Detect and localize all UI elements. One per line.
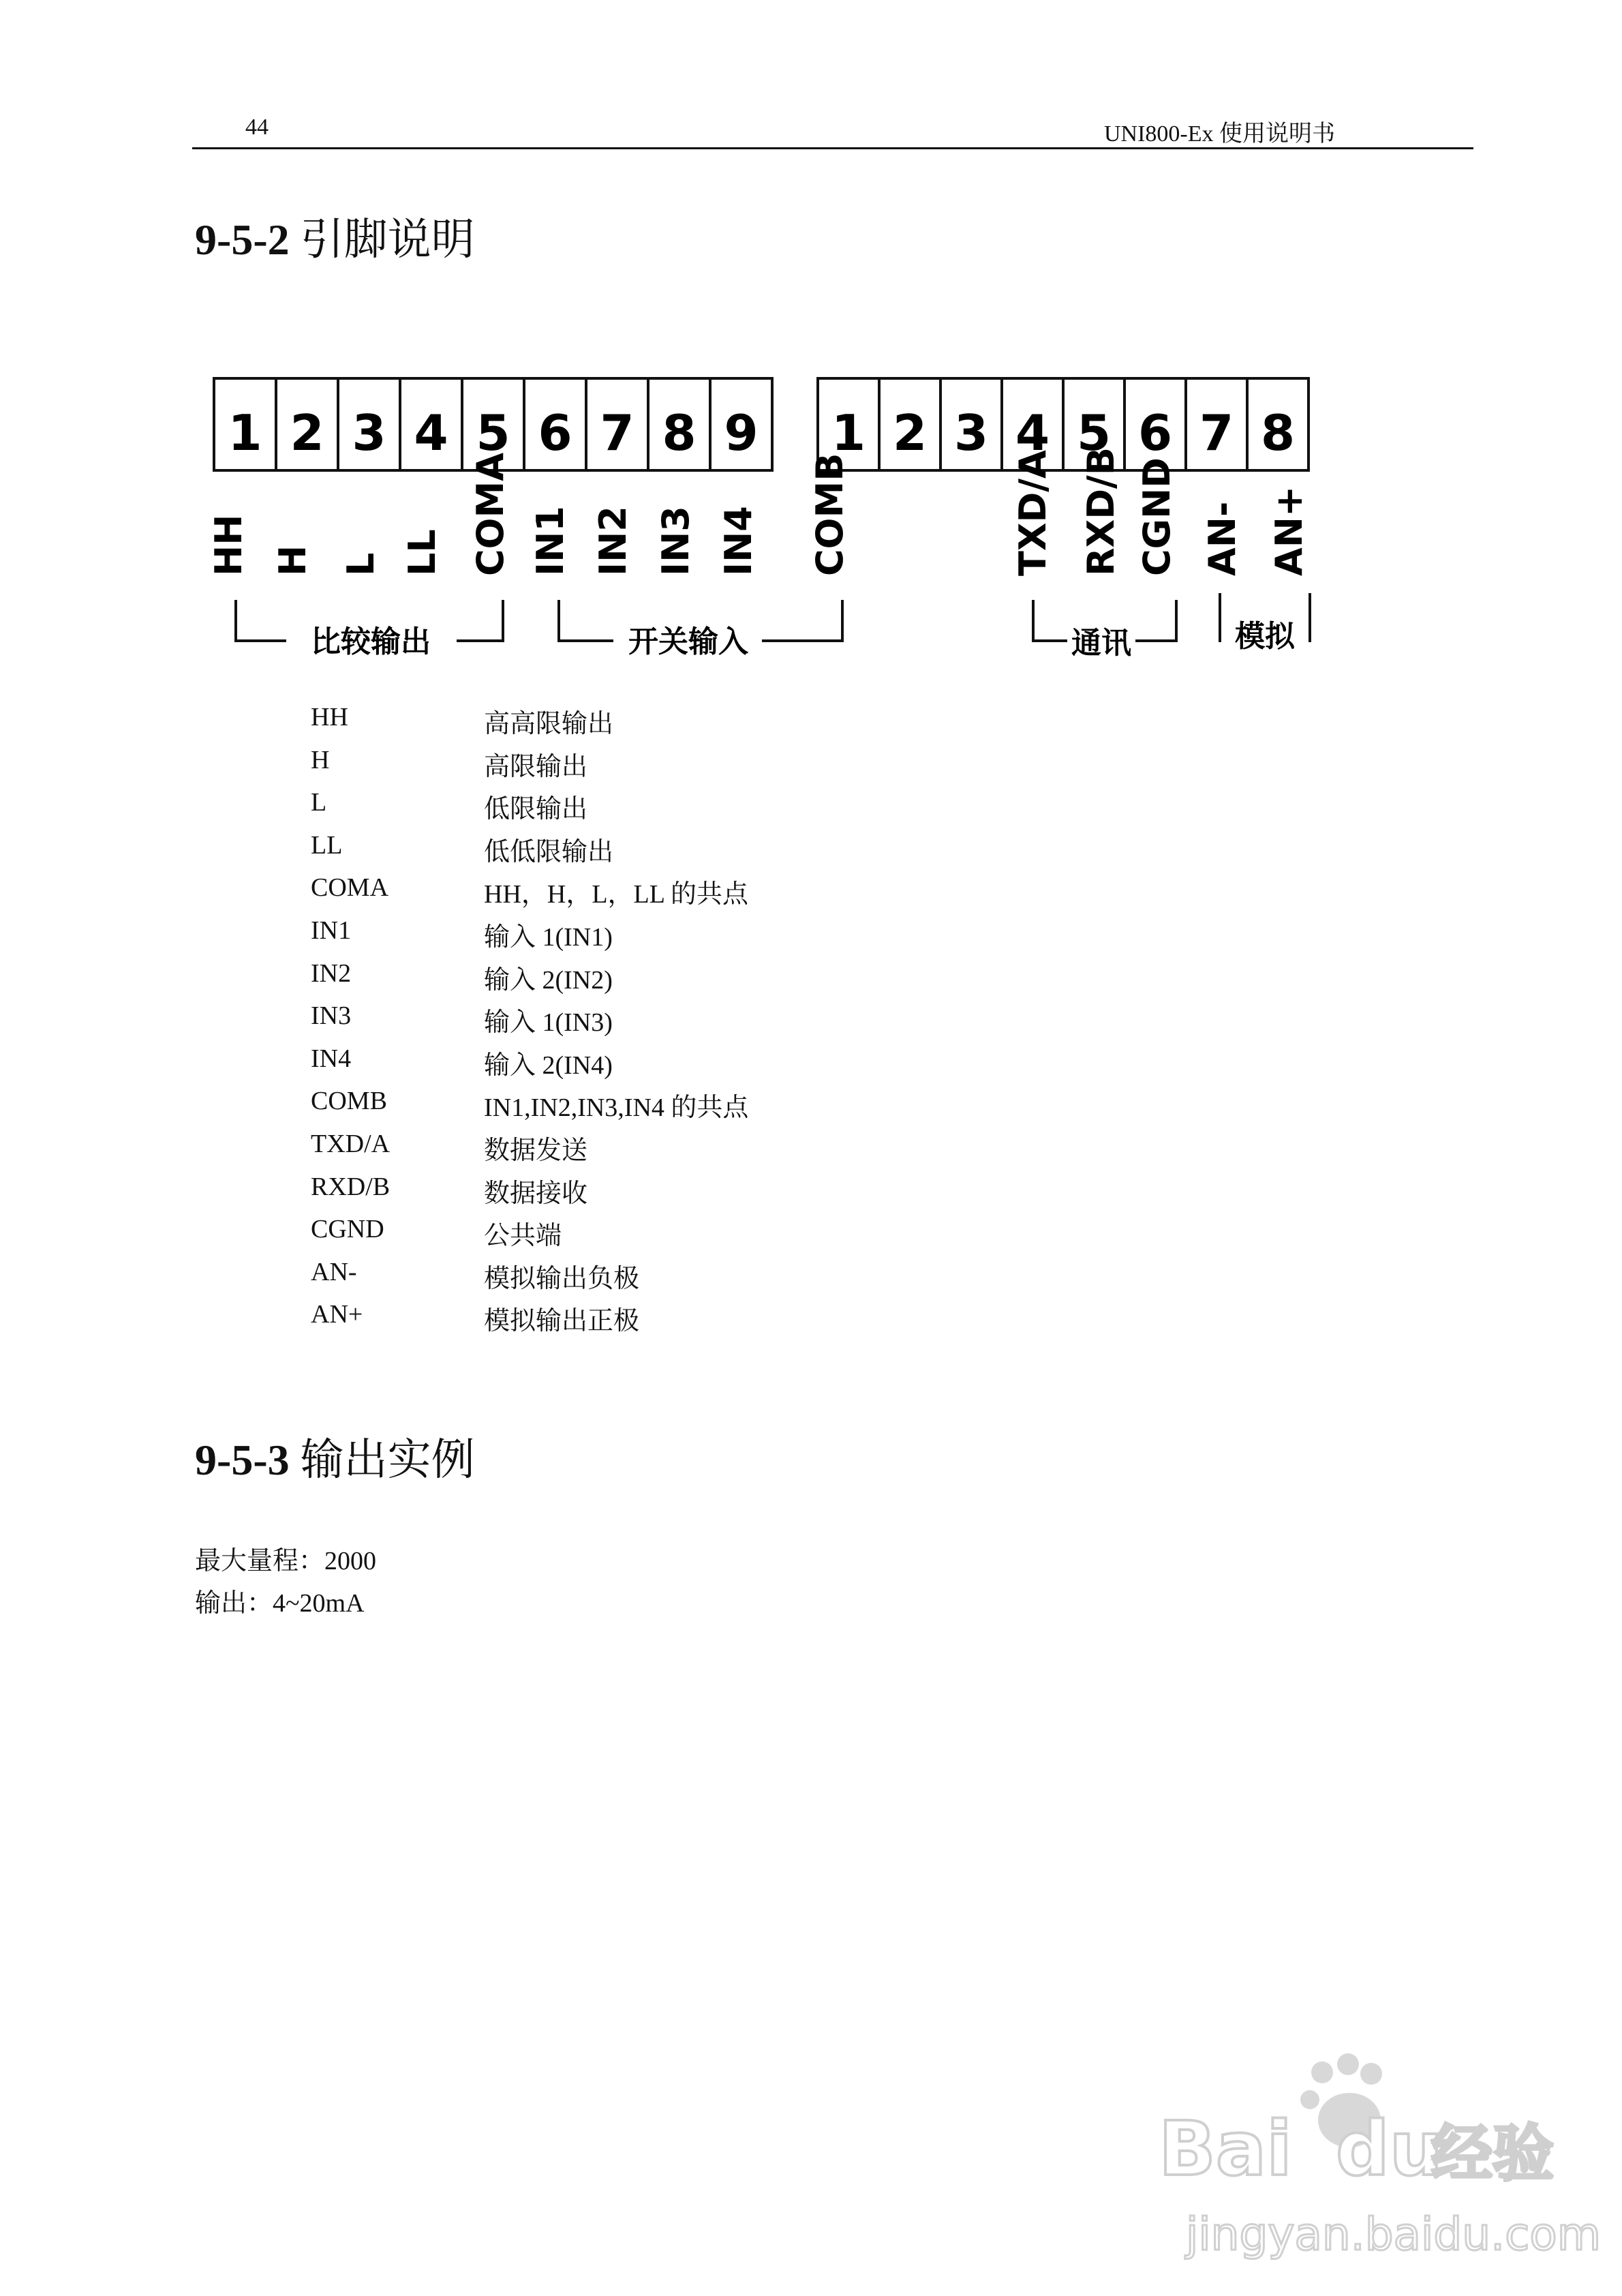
watermark-url: jingyan.baidu.com xyxy=(1186,2208,1602,2261)
max-range-line: 最大量程：2000 xyxy=(195,1547,377,1575)
pin-description: 公共端 xyxy=(484,1222,562,1251)
pin-code: LL xyxy=(311,830,343,860)
pin-code: TXD/A xyxy=(311,1130,391,1158)
pin-code: AN+ xyxy=(311,1300,363,1329)
pin-description: HH，H，L，LL 的共点 xyxy=(484,880,749,909)
pin-code: IN4 xyxy=(311,1044,352,1073)
pin-label: IN4 xyxy=(717,506,760,576)
section-number: 9-5-2 xyxy=(195,215,290,264)
section-title: 引脚说明 xyxy=(300,215,475,264)
pin-code: L xyxy=(311,788,327,817)
pin-description: 输入 1(IN1) xyxy=(484,923,613,952)
pin-label: IN1 xyxy=(529,506,572,576)
terminal-number: 1 xyxy=(831,404,866,462)
pin-label: IN3 xyxy=(654,506,697,576)
pin-description: 输入 2(IN2) xyxy=(484,965,613,995)
pin-label: HH xyxy=(207,514,250,576)
terminal-number: 1 xyxy=(228,404,262,462)
pin-description: 数据发送 xyxy=(484,1136,588,1165)
section-title: 输出实例 xyxy=(300,1436,475,1484)
pin-code: CGND xyxy=(311,1215,384,1244)
pin-label: COMB xyxy=(808,453,851,576)
pin-description: IN1,IN2,IN3,IN4 的共点 xyxy=(484,1093,749,1123)
section-heading-9-5-3 xyxy=(195,1425,475,1487)
section-number: 9-5-3 xyxy=(195,1436,290,1484)
group-label-compare: 比较输出 xyxy=(311,624,431,659)
pin-code: HH xyxy=(311,703,348,731)
watermark-brand: Bai xyxy=(1159,2105,1292,2192)
terminal-pin-diagram xyxy=(0,0,1622,716)
pin-description: 输入 1(IN3) xyxy=(484,1008,613,1038)
document-title: UNI800-Ex 使用说明书 xyxy=(1104,121,1336,147)
terminal-number: 5 xyxy=(476,404,510,462)
group-label-analog: 模拟 xyxy=(1235,619,1295,654)
terminal-number: 4 xyxy=(414,404,448,462)
pin-label: AN- xyxy=(1201,501,1244,576)
pin-description: 低限输出 xyxy=(484,795,588,824)
pin-label: AN+ xyxy=(1268,485,1311,576)
terminal-number: 8 xyxy=(1260,404,1296,462)
group-label-switch: 开关输入 xyxy=(628,624,748,659)
terminal-number: 6 xyxy=(538,404,572,462)
terminal-number: 4 xyxy=(1015,404,1050,462)
terminal-number: 2 xyxy=(290,404,324,462)
group-label-comm: 通讯 xyxy=(1071,626,1131,661)
output-line: 输出：4~20mA xyxy=(195,1589,365,1618)
pin-label: LL xyxy=(401,529,444,576)
page-number: 44 xyxy=(245,115,269,140)
pin-description: 高限输出 xyxy=(484,752,588,781)
terminal-number: 6 xyxy=(1137,404,1173,462)
terminal-number: 8 xyxy=(662,404,697,462)
watermark-product: 经验 xyxy=(1431,2118,1554,2190)
pin-description: 高高限输出 xyxy=(484,710,614,738)
pin-label: H xyxy=(271,545,314,576)
terminal-number: 7 xyxy=(1199,404,1234,462)
terminal-number: 9 xyxy=(724,404,759,462)
pin-label: L xyxy=(339,552,382,576)
pin-description: 低低限输出 xyxy=(484,837,614,866)
pin-description: 模拟输出正极 xyxy=(484,1307,640,1336)
pin-code: COMB xyxy=(311,1087,387,1116)
pin-description: 输入 2(IN4) xyxy=(484,1051,613,1080)
pin-label: TXD/A xyxy=(1011,450,1054,576)
pin-description: 数据接收 xyxy=(484,1179,588,1208)
terminal-number: 3 xyxy=(352,404,386,462)
pin-code: IN2 xyxy=(311,958,352,988)
pin-label: CGND xyxy=(1135,457,1178,576)
baidu-jingyan-watermark xyxy=(1131,2045,1602,2270)
watermark-brand-du: du xyxy=(1336,2105,1443,2192)
pin-labels xyxy=(207,447,1311,576)
terminal-number: 7 xyxy=(600,404,634,462)
pin-label: COMA xyxy=(469,452,512,576)
pin-code: AN- xyxy=(311,1257,357,1286)
pin-code: RXD/B xyxy=(311,1172,391,1201)
pin-label: IN2 xyxy=(592,506,634,576)
terminal-number: 3 xyxy=(953,404,989,462)
terminal-number: 2 xyxy=(892,404,928,462)
pin-code: IN3 xyxy=(311,1001,352,1031)
pin-code: IN1 xyxy=(311,916,352,945)
pin-code: COMA xyxy=(311,873,389,903)
terminal-block-right xyxy=(818,378,1309,470)
pin-code: H xyxy=(311,745,330,774)
pin-description: 模拟输出负极 xyxy=(484,1264,640,1293)
pin-label: RXD/B xyxy=(1080,447,1122,576)
terminal-number: 5 xyxy=(1076,404,1112,462)
